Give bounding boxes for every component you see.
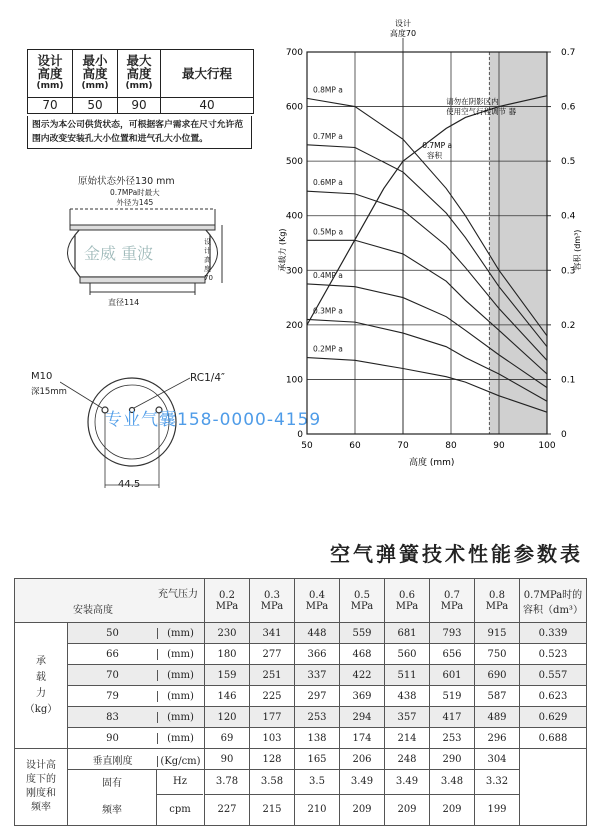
pressure-header: 0.7 MPa <box>430 579 475 623</box>
volume-header: 0.7MPa时的 容积（dm³） <box>520 579 587 623</box>
load-value: 793 <box>430 623 475 644</box>
load-value: 750 <box>475 644 520 665</box>
load-value: 138 <box>295 728 340 749</box>
height-unit: (mm) <box>157 712 204 723</box>
base-diameter-label: 直径114 <box>108 298 140 307</box>
y2-tick-label: 0.6 <box>561 102 576 113</box>
load-value: 915 <box>475 623 520 644</box>
load-value: 468 <box>340 644 385 665</box>
empty-cell <box>520 749 587 826</box>
volume-label: 0.7MP a <box>422 140 453 150</box>
max-od-label: 0.7MPa时最大 外径为145 <box>110 188 160 207</box>
table-row <box>15 728 587 749</box>
design-height-annotation: 高度70 <box>389 29 417 38</box>
spec-value-max: 90 <box>118 98 161 114</box>
load-value: 438 <box>385 686 430 707</box>
stiffness-value: 290 <box>430 749 475 770</box>
load-value: 214 <box>385 728 430 749</box>
y-tick-label: 300 <box>285 266 303 277</box>
table-row <box>15 686 587 707</box>
install-height: 70 <box>106 669 119 681</box>
x-axis-label: 高度 (mm) <box>409 458 455 468</box>
load-value: 341 <box>250 623 295 644</box>
freq-cpm-value: 215 <box>250 794 295 825</box>
stiffness-label: 设计高 度下的 刚度和 频率 <box>15 749 68 826</box>
stiffness-name: 垂直刚度 <box>92 755 133 767</box>
load-value: 681 <box>385 623 430 644</box>
pressure-header: 0.3 MPa <box>250 579 295 623</box>
volume-value: 0.523 <box>520 644 587 665</box>
table-row <box>15 644 587 665</box>
load-value: 448 <box>295 623 340 644</box>
spec-header-min: 最小 高度 (mm) <box>73 50 118 98</box>
stiffness-unit: (Kg/cm) <box>157 756 204 767</box>
brand-stamp: 金威 重波 <box>84 244 154 263</box>
y-tick-label: 400 <box>285 211 303 222</box>
stiffness-value: 128 <box>250 749 295 770</box>
y-tick-label: 700 <box>285 48 303 58</box>
stiffness-value: 206 <box>340 749 385 770</box>
volume-value: 0.629 <box>520 707 587 728</box>
height-unit: (mm) <box>157 649 204 660</box>
load-value: 587 <box>475 686 520 707</box>
height-unit: (mm) <box>157 733 204 744</box>
depth-label: 深15mm <box>31 387 67 397</box>
stiffness-value: 248 <box>385 749 430 770</box>
performance-table <box>14 578 587 826</box>
x-tick-label: 70 <box>397 441 409 451</box>
y2-tick-label: 0.2 <box>561 320 576 331</box>
y2-tick-label: 0.4 <box>561 211 576 222</box>
table-corner <box>15 579 205 623</box>
x-tick-label: 100 <box>538 441 556 451</box>
freq-name-cell <box>68 770 205 826</box>
load-value: 174 <box>340 728 385 749</box>
height-cell <box>68 707 205 728</box>
port-label: RC1/4″ <box>190 372 225 384</box>
x-tick-label: 50 <box>301 441 313 451</box>
load-value: 230 <box>205 623 250 644</box>
load-label: 承 载 力 （kg） <box>15 623 68 749</box>
y2-tick-label: 0.1 <box>561 375 576 386</box>
load-value: 417 <box>430 707 475 728</box>
stiffness-value: 165 <box>295 749 340 770</box>
height-cell <box>68 728 205 749</box>
pressure-header: 0.5 MPa <box>340 579 385 623</box>
load-value: 519 <box>430 686 475 707</box>
table-row <box>15 665 587 686</box>
freq-cpm-value: 210 <box>295 794 340 825</box>
series-label: 0.3MP a <box>313 306 343 316</box>
x-tick-label: 90 <box>493 441 505 451</box>
y-axis-label: 承载力 (Kg) <box>278 228 287 272</box>
series-label: 0.5Mp a <box>313 227 344 237</box>
series-label: 0.7MP a <box>313 131 343 141</box>
load-value: 225 <box>250 686 295 707</box>
height-cell <box>68 623 205 644</box>
spec-value-design: 70 <box>28 98 73 114</box>
freq-hz-value: 3.49 <box>340 770 385 795</box>
freq-cpm-value: 199 <box>475 794 520 825</box>
spec-value-stroke: 40 <box>161 98 254 114</box>
load-value: 159 <box>205 665 250 686</box>
y2-tick-label: 0.5 <box>561 157 576 168</box>
load-value: 180 <box>205 644 250 665</box>
install-height: 66 <box>106 648 119 660</box>
y-tick-label: 600 <box>285 102 303 113</box>
load-value: 601 <box>430 665 475 686</box>
y2-tick-label: 0.7 <box>561 48 576 58</box>
y2-tick-label: 0.3 <box>561 266 576 277</box>
freq-hz-value: 3.48 <box>430 770 475 795</box>
height-cell <box>68 665 205 686</box>
height-unit: (mm) <box>157 670 204 681</box>
freq-cpm-value: 209 <box>385 794 430 825</box>
corner-pressure: 充气压力 <box>158 589 198 600</box>
freq-cpm-value: 209 <box>340 794 385 825</box>
pressure-header: 0.2 MPa <box>205 579 250 623</box>
y-tick-label: 100 <box>285 375 303 386</box>
watermark-phone: 专业气囊158-0000-4159 <box>105 410 322 430</box>
install-height: 83 <box>106 711 119 723</box>
series-label: 0.4MP a <box>313 270 343 280</box>
load-value: 120 <box>205 707 250 728</box>
stiffness-value: 304 <box>475 749 520 770</box>
pressure-header: 0.6 MPa <box>385 579 430 623</box>
freq-hz-value: 3.58 <box>250 770 295 795</box>
volume-value: 0.623 <box>520 686 587 707</box>
load-value: 69 <box>205 728 250 749</box>
spec-note: 图示为本公司供货状态，可根据客户需求在尺寸允许范围内改变安装孔大小位置和进气孔大小位置。 <box>27 116 252 149</box>
freq-name: 固有 频率 <box>102 777 122 817</box>
shade-note: 请勿在阴影区内 <box>446 97 499 106</box>
x-tick-label: 80 <box>445 441 457 451</box>
shade-note: 使用空气行程调节 器 <box>446 107 517 116</box>
load-value: 489 <box>475 707 520 728</box>
load-value: 294 <box>340 707 385 728</box>
y-tick-label: 0 <box>297 430 303 440</box>
height-cell <box>68 686 205 707</box>
load-value: 422 <box>340 665 385 686</box>
load-value: 366 <box>295 644 340 665</box>
y2-axis-label: 容积 (dm³) <box>573 229 582 271</box>
install-height: 79 <box>106 690 119 702</box>
stiffness-value: 90 <box>205 749 250 770</box>
load-value: 146 <box>205 686 250 707</box>
table-row <box>15 707 587 728</box>
load-value: 511 <box>385 665 430 686</box>
load-value: 277 <box>250 644 295 665</box>
height-unit: (mm) <box>157 628 204 639</box>
freq-hz-value: 3.5 <box>295 770 340 795</box>
load-value: 297 <box>295 686 340 707</box>
freq-units: Hz cpm <box>156 770 203 825</box>
load-value: 357 <box>385 707 430 728</box>
install-height: 90 <box>106 732 119 744</box>
load-value: 103 <box>250 728 295 749</box>
load-value: 296 <box>475 728 520 749</box>
freq-hz-value: 3.49 <box>385 770 430 795</box>
spec-value-min: 50 <box>73 98 118 114</box>
volume-value: 0.688 <box>520 728 587 749</box>
load-value: 690 <box>475 665 520 686</box>
series-label: 0.2MP a <box>313 344 343 354</box>
volume-label: 容积 <box>427 150 442 160</box>
x-tick-label: 60 <box>349 441 361 451</box>
freq-cpm-value: 227 <box>205 794 250 825</box>
load-value: 656 <box>430 644 475 665</box>
load-value: 177 <box>250 707 295 728</box>
table-row <box>15 623 587 644</box>
y-tick-label: 500 <box>285 157 303 168</box>
load-value: 559 <box>340 623 385 644</box>
stiffness-name-cell <box>68 749 205 770</box>
freq-hz-value: 3.32 <box>475 770 520 795</box>
height-cell <box>68 644 205 665</box>
pressure-header: 0.4 MPa <box>295 579 340 623</box>
volume-value: 0.339 <box>520 623 587 644</box>
spec-header-max: 最大 高度 (mm) <box>118 50 161 98</box>
y-tick-label: 200 <box>285 320 303 331</box>
pressure-header: 0.8 MPa <box>475 579 520 623</box>
height-label: 设计高度70 <box>204 238 213 282</box>
spacing-label: 44.5 <box>118 479 141 490</box>
load-value: 253 <box>295 707 340 728</box>
series-label: 0.8MP a <box>313 85 343 95</box>
design-height-annotation: 设计 <box>395 19 411 28</box>
load-value: 369 <box>340 686 385 707</box>
section-title: 空气弹簧技术性能参数表 <box>330 542 583 566</box>
spec-header-design: 设计 高度 (mm) <box>28 50 73 98</box>
load-value: 253 <box>430 728 475 749</box>
series-label: 0.6MP a <box>313 178 343 188</box>
orig-diameter-label: 原始状态外径130 mm <box>78 176 175 187</box>
bolt-label: M10 <box>31 371 53 382</box>
freq-cpm-value: 209 <box>430 794 475 825</box>
freq-hz-value: 3.78 <box>205 770 250 795</box>
install-height: 50 <box>106 627 119 639</box>
height-unit: (mm) <box>157 691 204 702</box>
spec-header-stroke: 最大行程 <box>161 50 254 98</box>
load-value: 560 <box>385 644 430 665</box>
load-value: 337 <box>295 665 340 686</box>
load-value: 251 <box>250 665 295 686</box>
corner-height: 安装高度 <box>73 605 113 616</box>
y2-tick-label: 0 <box>561 430 567 440</box>
volume-value: 0.557 <box>520 665 587 686</box>
